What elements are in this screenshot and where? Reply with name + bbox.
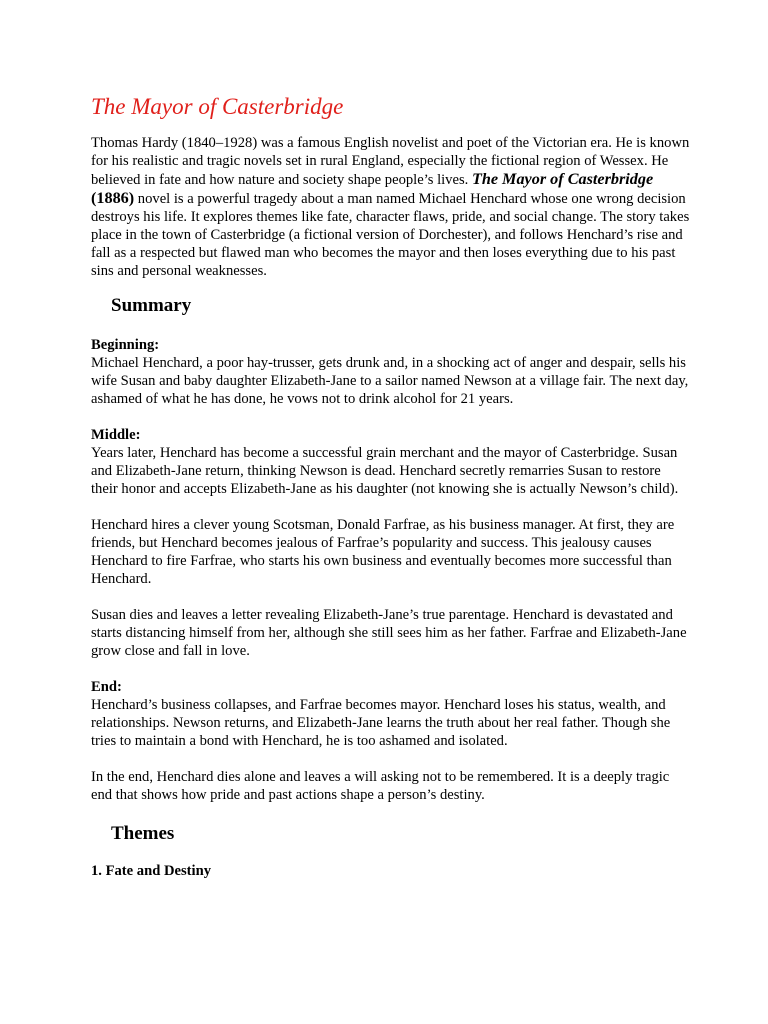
themes-heading: Themes	[111, 823, 175, 844]
beginning-text: Michael Henchard, a poor hay-trusser, gets drunk and, in a shocking act of anger and despair, sells his wife Susan and baby daughter Elizabeth-Jane to a sailor named Newson at a village fair. The next day, ashamed of what he has done, he vows not to drink alcohol for 21 years.	[91, 355, 689, 407]
end-text: Henchard’s business collapses, and Farfrae becomes mayor. Henchard loses his status, wealth, and relationships. Newson returns, and Elizabeth-Jane learns the truth about her real father. Though she tries to maintain a bond with Henchard, he is too ashamed and isolated.	[91, 697, 671, 749]
intro-inline-year: (1886)	[91, 189, 135, 207]
beginning-label: Beginning:	[91, 337, 160, 353]
beginning-paragraph	[91, 336, 691, 408]
end-paragraph-2: In the end, Henchard dies alone and leaves a will asking not to be remembered. It is a deeply tragic end that shows how pride and past actions shape a person’s destiny.	[91, 769, 670, 803]
document-page	[91, 92, 691, 880]
middle-paragraph-3: Susan dies and leaves a letter revealing Elizabeth-Jane’s true parentage. Henchard is devastated and starts distancing himself from her, although she still sees him as her father. Farfrae and Elizabeth-Jane grow close and fall in love.	[91, 607, 687, 659]
middle-paragraph	[91, 426, 691, 498]
middle-paragraph-2: Henchard hires a clever young Scotsman, Donald Farfrae, as his business manager. At first, they are friends, but Henchard becomes jealous of Farfrae’s popularity and success. This jealousy causes Henchard to fire Farfrae, who starts his own business and eventually becomes more successful than Henchard.	[91, 517, 675, 587]
intro-text-before: Thomas Hardy (1840–1928) was a famous English novelist and poet of the Victorian era. He is known for his realistic and tragic novels set in rural England, especially the fictional region of Wessex. He believed in fate and how nature and society shape people’s lives.	[91, 135, 690, 188]
theme-item-fate-and-destiny: 1. Fate and Destiny	[91, 863, 211, 879]
intro-text-after: novel is a powerful tragedy about a man named Michael Henchard whose one wrong decision destroys his life. It explores themes like fate, character flaws, pride, and social change. The story takes place in the town of Casterbridge (a fictional version of Dorchester), and follows Henchard’s rise and fall as a respected but flawed man who becomes the mayor and then loses everything due to his past sins and personal weaknesses.	[91, 191, 690, 279]
middle-label: Middle:	[91, 427, 141, 443]
end-paragraph	[91, 678, 691, 750]
intro-inline-title: The Mayor of Casterbridge	[471, 170, 654, 188]
document-title: The Mayor of Casterbridge	[91, 94, 344, 119]
end-label: End:	[91, 679, 122, 695]
summary-heading: Summary	[111, 295, 192, 316]
intro-paragraph	[91, 134, 691, 280]
middle-text: Years later, Henchard has become a successful grain merchant and the mayor of Casterbridge. Susan and Elizabeth-Jane return, thinking Newson is dead. Henchard secretly remarries Susan to restore their honor and accepts Elizabeth-Jane as his daughter (not knowing she is actually Newson’s child).	[91, 445, 679, 497]
